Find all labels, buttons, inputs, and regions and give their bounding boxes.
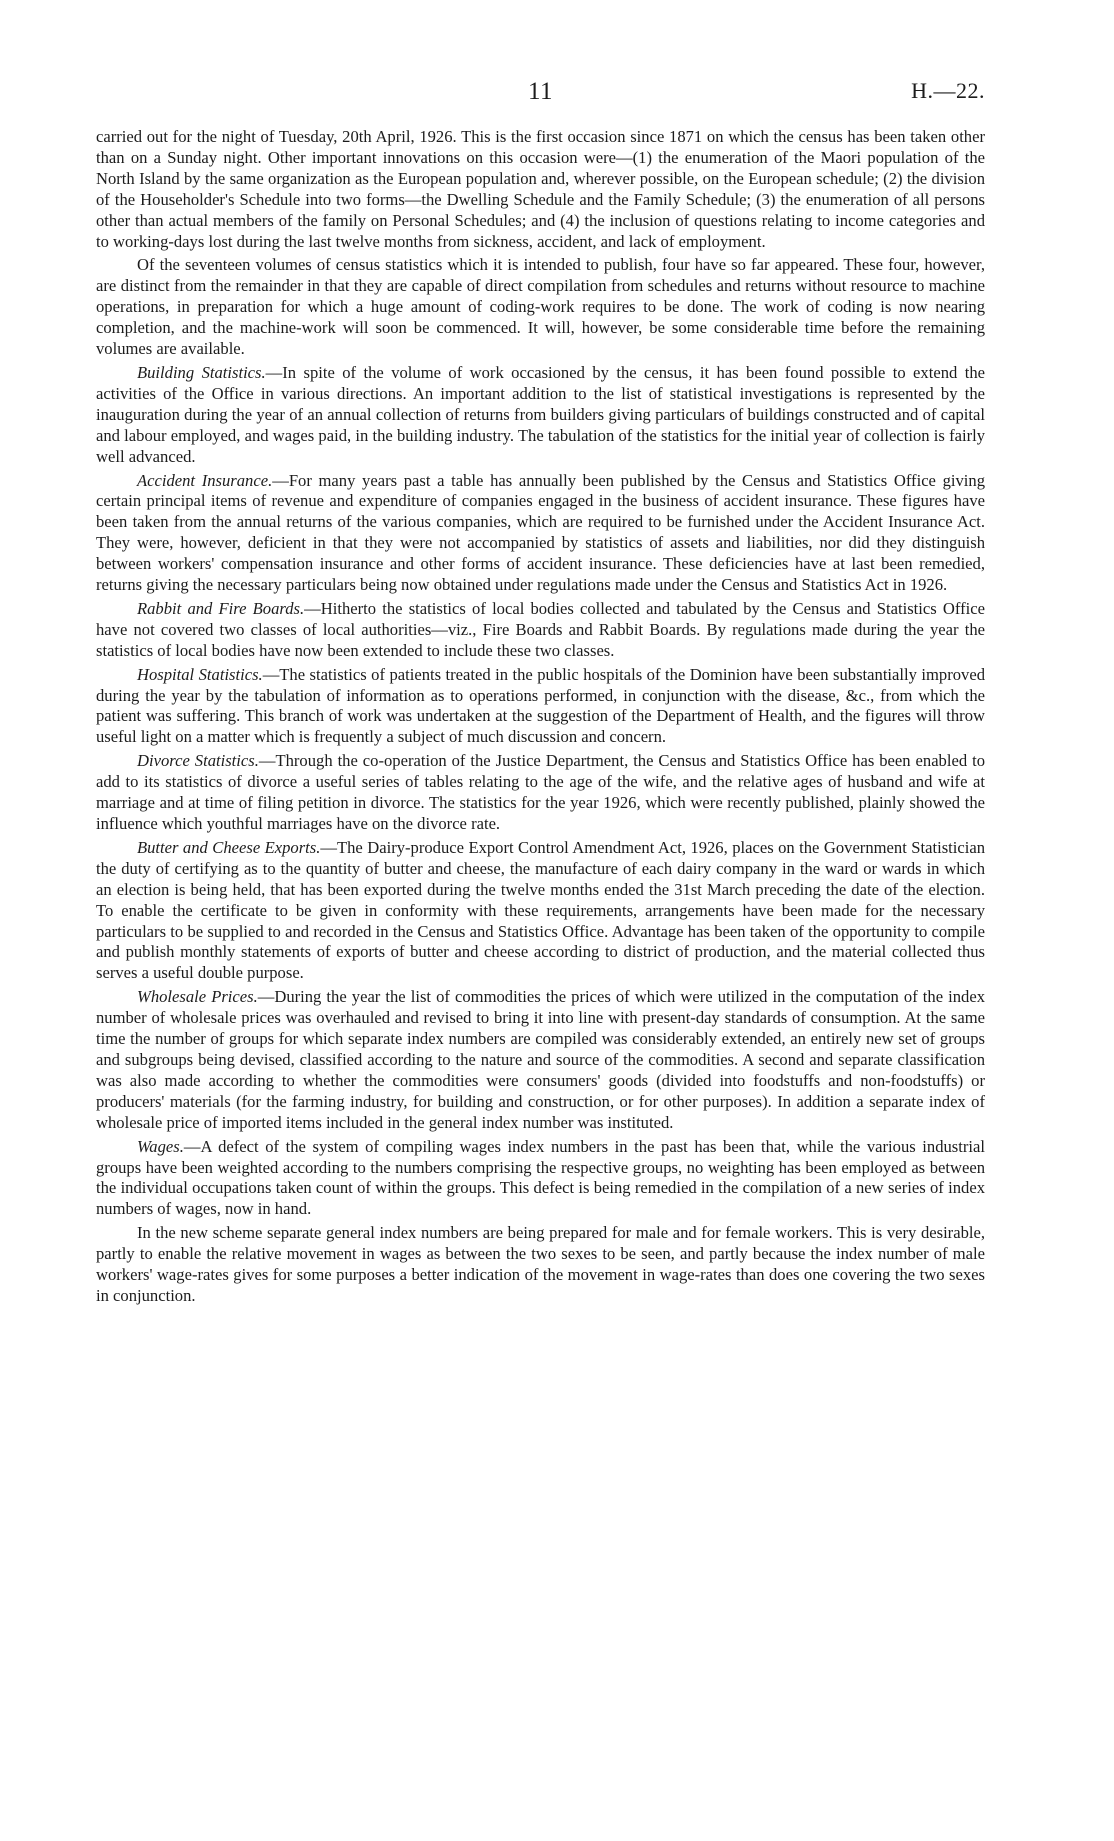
paragraph-text: —In spite of the volume of work occasioned by the census, it has been found possible to extend the activities of the Office in various directions. An important addition to the list of statistical investigations is represented by the inauguration during the year of an annual collection of returns from builders giving particulars of buildings constructed and of capital and labour employed, and wages paid, in the building industry. The tabulation of the statistics for the initial year of collection is fairly well advanced.	[96, 362, 985, 466]
page-header	[96, 78, 985, 110]
paragraph-text: —The statistics of patients treated in the public hospitals of the Dominion have been substantially improved during the year by the tabulation of information as to operations performed, in conjunction with the disease, &c., from which the patient was suffering. This branch of work was undertaken at the suggestion of the Department of Health, and the figures will throw useful light on a matter which is frequently a subject of much discussion and concern.	[96, 664, 985, 747]
section-heading: Accident Insurance.	[137, 470, 273, 490]
page-number: 11	[527, 78, 554, 105]
paragraph-text: —Hitherto the statistics of local bodies collected and tabulated by the Census and Statistics Office have not covered two classes of local authorities—viz., Fire Boards and Rabbit Boards. By regulations made during the year the statistics of local bodies have now been extended to include these two classes.	[96, 598, 985, 660]
paragraph-accident-insurance	[96, 471, 985, 596]
paragraph-butter-cheese-exports	[96, 838, 985, 984]
section-heading: Wages.	[137, 1136, 184, 1156]
paragraph-text: carried out for the night of Tuesday, 20th April, 1926. This is the first occasion since 1871 on which the census has been taken other than on a Sunday night. Other important innovations on this occasion were—(1) the enumeration of the Maori population of the North Island by the same organization as the European population and, wherever possible, on the European schedule; (2) the division of the Householder's Schedule into two forms—the Dwelling Schedule and the Family Schedule; (3) the enumeration of all persons other than actual members of the family on Personal Schedules; and (4) the inclusion of questions relating to income categories and to working-days lost during the last twelve months from sickness, accident, and lack of employment.	[96, 127, 985, 251]
paragraph-rabbit-fire-boards	[96, 599, 985, 662]
section-heading: Wholesale Prices.	[137, 987, 258, 1007]
paragraph-text: In the new scheme separate general index numbers are being prepared for male and for female workers. This is very desirable, partly to enable the relative movement in wages as between the two sexes to be seen, and partly because the index number of male workers' wage-rates gives for some purposes a better indication of the movement in wage-rates than does one covering the two sexes in conjunction.	[96, 1223, 985, 1305]
paragraph-text: —The Dairy-produce Export Control Amendment Act, 1926, places on the Government Statistician the duty of certifying as to the quantity of butter and cheese, the manufacture of each dairy company in the ward or wards in which an election is being held, that has been exported during the twelve months ended the 31st March preceding the date of the election. To enable the certificate to be given in conformity with these requirements, arrangements have been made for the necessary particulars to be supplied to and recorded in the Census and Statistics Office. Advantage has been taken of the opportunity to compile and publish monthly statements of exports of butter and cheese according to district of production, and the material collected thus serves a useful double purpose.	[96, 837, 986, 983]
section-heading: Rabbit and Fire Boards.	[137, 598, 305, 618]
section-heading: Building Statistics.	[137, 362, 266, 382]
paragraph-text: —A defect of the system of compiling wages index numbers in the past has been that, while the various industrial groups have been weighted according to the numbers comprising the respective groups, no weighting has been employed as between the individual occupations taken count of within the groups. This defect is being remedied in the compilation of a new series of index numbers of wages, now in hand.	[96, 1136, 985, 1219]
paragraph-text: —Through the co-operation of the Justice Department, the Census and Statistics Office has been enabled to add to its statistics of divorce a useful series of tables relating to the age of the wife, and the relative ages of husband and wife at marriage and at time of filing petition in divorce. The statistics for the year 1926, which were recently published, plainly showed the influence which youthful marriages have on the divorce rate.	[96, 751, 985, 833]
section-heading: Butter and Cheese Exports.	[137, 837, 321, 857]
paragraph-divorce-statistics	[96, 751, 985, 835]
paragraph-text: Of the seventeen volumes of census statistics which it is intended to publish, four have so far appeared. These four, however, are distinct from the remainder in that they are capable of direct compilation from schedules and returns without resource to machine operations, in preparation for which a huge amount of coding-work requires to be done. The work of coding is now nearing completion, and the machine-work will soon be commenced. It will, however, be some considerable time before the remaining volumes are available.	[96, 255, 985, 359]
paragraph-wholesale-prices	[96, 987, 985, 1133]
paragraph-text: —During the year the list of commodities the prices of which were utilized in the computation of the index number of wholesale prices was overhauled and revised to bring it into line with present-day standards of consumption. At the same time the number of groups for which separate index numbers are compiled was considerably extended, an entirely new set of groups and subgroups being devised, classified according to the nature and source of the commodities. A second and separate classification was also made according to whether the commodities were consumers' goods (divided into foodstuffs and non-foodstuffs) or producers' materials (for the farming industry, for building and construction, or for other purposes). In addition a separate index of wholesale price of imported items included in the general index number was instituted.	[96, 987, 986, 1132]
paragraph-wage-index-scheme	[96, 1223, 985, 1307]
paragraph-census-volumes	[96, 255, 985, 360]
paragraph-text: —For many years past a table has annually been published by the Census and Statistics Office giving certain principal items of revenue and expenditure of companies engaged in the business of accident insurance. These figures have been taken from the annual returns of the various companies, which are required to be furnished under the Accident Insurance Act. They were, however, deficient in that they were not accompanied by statistics of assets and liabilities, nor did they distinguish between workers' compensation insurance and other forms of accident insurance. These deficiencies have at last been remedied, returns giving the necessary particulars being now obtained under regulations made under the Census and Statistics Act in 1926.	[96, 470, 985, 595]
section-heading: Hospital Statistics.	[137, 664, 263, 684]
section-heading: Divorce Statistics.	[137, 751, 259, 771]
paragraph-hospital-statistics	[96, 665, 985, 749]
paragraph-census-continued	[96, 127, 985, 252]
body-text	[96, 127, 985, 1310]
paragraph-building-statistics	[96, 363, 985, 468]
paragraph-wages	[96, 1137, 985, 1221]
document-reference: H.—22.	[911, 78, 985, 103]
